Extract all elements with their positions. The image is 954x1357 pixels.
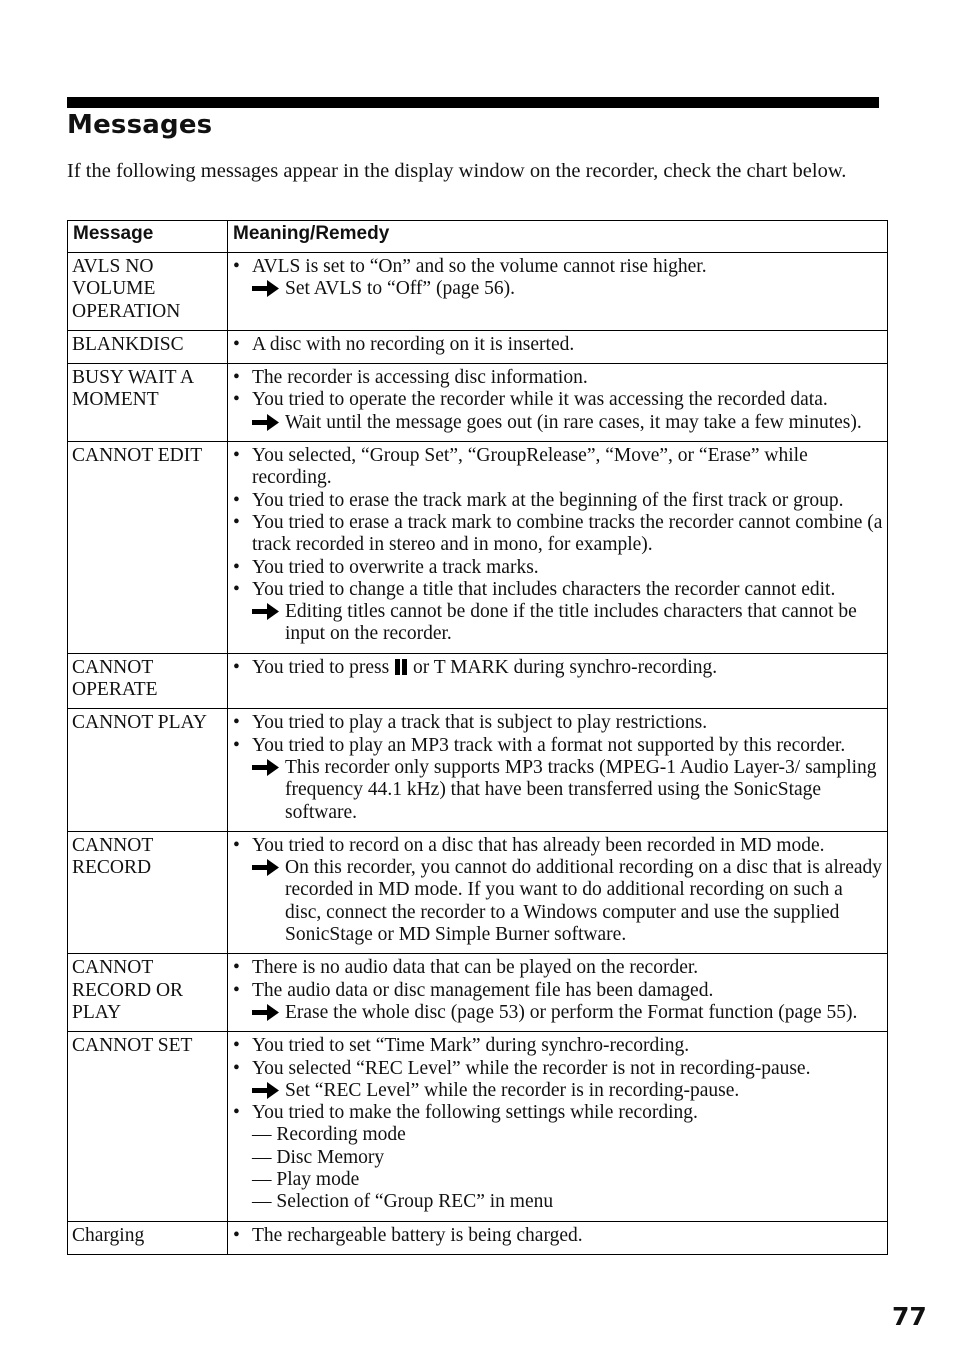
meaning-line — [232, 735, 883, 757]
setting-text: — Selection of “Group REC” in menu — [252, 1191, 554, 1213]
meaning-line — [232, 1225, 883, 1247]
bullet-mark: • — [233, 1057, 240, 1079]
meaning-text: You tried to record on a disc that has already been recorded in MD mode. — [252, 834, 825, 856]
meaning-line — [232, 957, 883, 979]
remedy-line — [232, 1002, 883, 1024]
remedy-line — [232, 601, 883, 646]
meaning-line — [232, 1058, 883, 1080]
table-row — [68, 954, 888, 1032]
remedy-cell — [228, 653, 888, 709]
message-cell: CANNOT RECORD OR PLAY — [68, 954, 228, 1032]
message-cell: Charging — [68, 1221, 228, 1254]
remedy-line — [232, 412, 883, 434]
meaning-line — [232, 980, 883, 1002]
bullet-mark: • — [233, 834, 240, 856]
remedy-line — [232, 857, 883, 946]
table-row — [68, 364, 888, 442]
remedy-cell — [228, 1221, 888, 1254]
right-arrow-icon — [252, 603, 279, 620]
remedy-text: Set “REC Level” while the recorder is in recording-pause. — [285, 1079, 740, 1101]
remedy-cell — [228, 709, 888, 831]
page-number: 77 — [892, 1302, 927, 1331]
meaning-text: You tried to operate the recorder while it was accessing the recorded data. — [252, 389, 828, 411]
meaning-text: You tried to erase a track mark to combine tracks the recorder cannot combine (a track recorded in stereo and in mono, for example). — [252, 511, 883, 556]
table-row — [68, 1032, 888, 1221]
table-row — [68, 653, 888, 709]
remedy-text: On this recorder, you cannot do additional recording on a disc that is already recorded in MD mode. If you want to do additional recording on such a disc, connect the recorder to a Windows computer and use the supplied SonicStage or MD Simple Burner software. — [285, 857, 883, 946]
setting-item — [232, 1169, 883, 1191]
setting-item — [232, 1191, 883, 1213]
header-meaning-remedy: Meaning/Remedy — [228, 221, 888, 253]
remedy-line — [232, 278, 883, 300]
message-cell: CANNOT RECORD — [68, 831, 228, 953]
bullet-mark: • — [233, 489, 240, 511]
bullet-mark: • — [233, 333, 240, 355]
remedy-text: Set AVLS to “Off” (page 56). — [285, 278, 515, 300]
pause-icon — [394, 659, 408, 675]
message-cell: AVLS NO VOLUME OPERATION — [68, 253, 228, 331]
meaning-line — [232, 389, 883, 411]
meaning-line — [232, 557, 883, 579]
remedy-cell — [228, 954, 888, 1032]
meaning-line — [232, 657, 883, 679]
remedy-cell — [228, 442, 888, 654]
remedy-cell — [228, 831, 888, 953]
bullet-mark: • — [233, 256, 240, 277]
bullet-mark: • — [233, 734, 240, 756]
table-row — [68, 442, 888, 654]
meaning-text: There is no audio data that can be played on the recorder. — [252, 957, 699, 979]
setting-text: — Recording mode — [252, 1124, 406, 1146]
setting-text: — Disc Memory — [252, 1146, 385, 1168]
meaning-text-after: or T MARK during synchro-recording. — [408, 656, 718, 678]
meaning-text: You selected “REC Level” while the recorder is not in recording-pause. — [252, 1057, 811, 1079]
meaning-line — [232, 1035, 883, 1057]
setting-text: — Play mode — [252, 1168, 360, 1190]
remedy-line — [232, 757, 883, 824]
right-arrow-icon — [252, 859, 279, 876]
header-message: Message — [68, 221, 228, 253]
bullet-mark: • — [233, 578, 240, 600]
meaning-text: You tried to make the following settings while recording. — [252, 1102, 698, 1124]
setting-item — [232, 1124, 883, 1146]
meaning-line — [232, 512, 883, 557]
table-row — [68, 831, 888, 953]
bullet-mark: • — [233, 656, 240, 678]
meaning-line — [232, 367, 883, 389]
right-arrow-icon — [252, 414, 279, 431]
table-row — [68, 330, 888, 363]
meaning-line — [232, 334, 883, 356]
remedy-cell — [228, 1032, 888, 1221]
message-cell: CANNOT SET — [68, 1032, 228, 1221]
meaning-text: You tried to play a track that is subject to play restrictions. — [252, 712, 708, 734]
remedy-line — [232, 1080, 883, 1102]
intro-paragraph: If the following messages appear in the display window on the recorder, check the chart below. — [67, 160, 847, 182]
bullet-mark: • — [233, 957, 240, 979]
meaning-line — [232, 835, 883, 857]
table-row — [68, 253, 888, 331]
table-row — [68, 709, 888, 831]
meaning-text: A disc with no recording on it is inserted. — [252, 333, 575, 355]
meaning-text: You tried to change a title that includes characters the recorder cannot edit. — [252, 578, 836, 600]
meaning-line — [232, 445, 883, 490]
bullet-mark: • — [233, 1102, 240, 1124]
bullet-mark: • — [233, 1224, 240, 1246]
setting-item — [232, 1147, 883, 1169]
remedy-text: Wait until the message goes out (in rare cases, it may take a few minutes). — [285, 411, 862, 433]
remedy-text: This recorder only supports MP3 tracks (MPEG-1 Audio Layer-3/ sampling frequency 44.1 kHz) that have been transferred using the SonicStage software. — [285, 756, 877, 823]
bullet-mark: • — [233, 511, 240, 533]
meaning-text: You tried to overwrite a track marks. — [252, 556, 539, 578]
bullet-mark: • — [233, 1035, 240, 1057]
message-cell: BUSY WAIT A MOMENT — [68, 364, 228, 442]
table-row — [68, 1221, 888, 1254]
meaning-text: You tried to erase the track mark at the beginning of the first track or group. — [252, 489, 844, 511]
message-cell: CANNOT EDIT — [68, 442, 228, 654]
section-rule — [67, 97, 879, 108]
bullet-mark: • — [233, 556, 240, 578]
meaning-text: The audio data or disc management file has been damaged. — [252, 979, 714, 1001]
meaning-text: AVLS is set to “On” and so the volume cannot rise higher. — [252, 256, 707, 277]
meaning-line — [232, 256, 883, 278]
remedy-cell — [228, 253, 888, 331]
bullet-mark: • — [233, 712, 240, 734]
message-cell: BLANKDISC — [68, 330, 228, 363]
meaning-line — [232, 579, 883, 601]
remedy-text: Erase the whole disc (page 53) or perform the Format function (page 55). — [285, 1001, 858, 1023]
bullet-mark: • — [233, 979, 240, 1001]
remedy-cell — [228, 364, 888, 442]
section-title: Messages — [67, 110, 213, 140]
messages-table — [67, 220, 888, 1255]
meaning-text-before: You tried to press — [252, 656, 395, 678]
meaning-text: You selected, “Group Set”, “GroupRelease”, “Move”, or “Erase” while recording. — [252, 445, 808, 489]
table-header-row — [68, 221, 888, 253]
right-arrow-icon — [252, 759, 279, 776]
meaning-text: The rechargeable battery is being charged. — [252, 1224, 583, 1246]
right-arrow-icon — [252, 1082, 279, 1099]
meaning-text: You tried to play an MP3 track with a format not supported by this recorder. — [252, 734, 846, 756]
remedy-text: Editing titles cannot be done if the title includes characters that cannot be input on the recorder. — [285, 601, 857, 645]
bullet-mark: • — [233, 445, 240, 467]
right-arrow-icon — [252, 1004, 279, 1021]
meaning-line — [232, 1102, 883, 1124]
message-cell: CANNOT PLAY — [68, 709, 228, 831]
right-arrow-icon — [252, 280, 279, 297]
remedy-cell — [228, 330, 888, 363]
message-cell: CANNOT OPERATE — [68, 653, 228, 709]
meaning-line — [232, 490, 883, 512]
bullet-mark: • — [233, 367, 240, 389]
bullet-mark: • — [233, 389, 240, 411]
meaning-text: The recorder is accessing disc information. — [252, 367, 588, 389]
meaning-line — [232, 712, 883, 734]
meaning-text: You tried to set “Time Mark” during synchro-recording. — [252, 1035, 690, 1057]
table-body — [68, 253, 888, 1255]
